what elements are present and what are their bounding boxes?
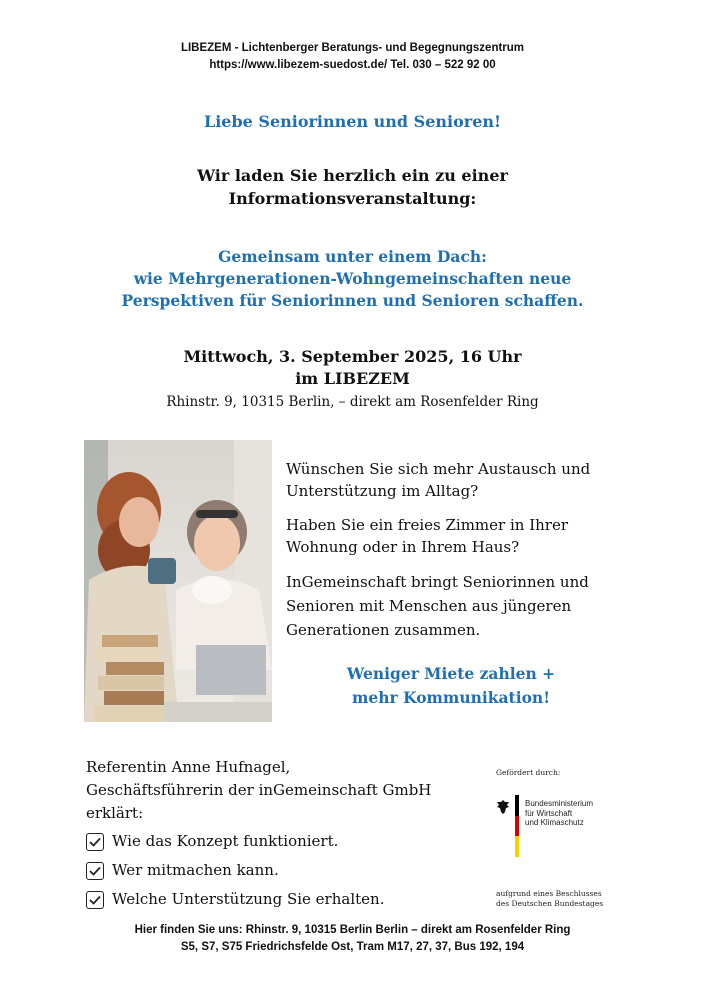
- ministry-name-line-1: Bundesministerium: [525, 799, 594, 808]
- program-description-line-3: Generationen zusammen.: [286, 621, 481, 639]
- greeting: Liebe Seniorinnen und Senioren!: [203, 112, 502, 131]
- header-org-name: LIBEZEM - Lichtenberger Beratungs- und Begegnungszentrum: [180, 42, 525, 54]
- event-date: Mittwoch, 3. September 2025, 16 Uhr: [183, 347, 522, 366]
- speaker-section: [86, 756, 486, 914]
- slogan-line-1: Weniger Miete zahlen +: [346, 664, 556, 683]
- checkbox-checked-icon: [86, 891, 104, 909]
- question-spare-room: [286, 514, 636, 558]
- funding-label: Gefördert durch:: [496, 768, 561, 777]
- question-exchange-line-2: Unterstützung im Alltag?: [286, 482, 479, 500]
- decision-line-2: des Deutschen Bundestages: [496, 899, 604, 908]
- header: [0, 40, 705, 74]
- question-exchange: [286, 458, 636, 502]
- decision-line-1: aufgrund eines Beschlusses: [496, 889, 602, 898]
- event-address: Rhinstr. 9, 10315 Berlin, – direkt am Rosenfelder Ring: [166, 394, 539, 410]
- highlight-slogan: [286, 662, 616, 710]
- event-datetime: [0, 346, 705, 390]
- checklist-item-text: Wer mitmachen kann.: [112, 861, 279, 879]
- program-description: [286, 570, 636, 642]
- question-spare-room-line-2: Wohnung oder in Ihrem Haus?: [286, 538, 520, 556]
- event-title-line-1: Gemeinsam unter einem Dach:: [218, 247, 487, 266]
- checklist-item: [86, 856, 486, 885]
- ministry-name: [525, 799, 593, 857]
- event-title-line-2: wie Mehrgenerationen-Wohngemeinschaften neue: [133, 269, 572, 288]
- bundestag-decision: [496, 889, 646, 909]
- speaker-role: Geschäftsführerin der inGemeinschaft GmbH: [86, 781, 432, 799]
- ministry-name-line-3: und Klimaschutz: [525, 818, 584, 827]
- event-title-line-3: Perspektiven für Seniorinnen und Senioren schaffen.: [121, 291, 584, 310]
- seniors-photo: [84, 440, 272, 722]
- question-exchange-line-1: Wünschen Sie sich mehr Austausch und: [286, 460, 591, 478]
- speaker-name: Referentin Anne Hufnagel,: [86, 758, 291, 776]
- invitation-line-1: Wir laden Sie herzlich ein zu einer: [197, 166, 508, 185]
- program-description-line-1: InGemeinschaft bringt Seniorinnen und: [286, 573, 589, 591]
- checklist-item: [86, 885, 486, 914]
- ministry-logo: [496, 799, 646, 857]
- program-description-line-2: Senioren mit Menschen aus jüngeren: [286, 597, 572, 615]
- header-contact: https://www.libezem-suedost.de/ Tel. 030 – 522 92 00: [209, 59, 496, 71]
- speaker-explains: erklärt:: [86, 804, 144, 822]
- footer: [0, 922, 705, 956]
- checklist-item-text: Welche Unterstützung Sie erhalten.: [112, 890, 385, 908]
- question-spare-room-line-1: Haben Sie ein freies Zimmer in Ihrer: [286, 516, 569, 534]
- checkbox-checked-icon: [86, 862, 104, 880]
- footer-transit: S5, S7, S75 Friedrichsfelde Ost, Tram M17, 27, 37, Bus 192, 194: [180, 941, 525, 953]
- event-venue: im LIBEZEM: [295, 369, 410, 388]
- info-text: [286, 458, 636, 654]
- invitation: [0, 164, 705, 210]
- checklist-item: [86, 827, 486, 856]
- invitation-line-2: Informationsveranstaltung:: [228, 189, 477, 208]
- checklist-item-text: Wie das Konzept funktioniert.: [112, 832, 339, 850]
- funding-notice: [496, 768, 646, 909]
- german-flag-stripe: [515, 795, 519, 857]
- federal-eagle-icon: [496, 799, 510, 857]
- event-title: [0, 246, 705, 312]
- footer-location: Hier finden Sie uns: Rhinstr. 9, 10315 Berlin Berlin – direkt am Rosenfelder Ring: [134, 924, 571, 936]
- ministry-name-line-2: für Wirtschaft: [525, 808, 573, 818]
- slogan-line-2: mehr Kommunikation!: [351, 688, 551, 707]
- checklist: [86, 827, 486, 914]
- checkbox-checked-icon: [86, 833, 104, 851]
